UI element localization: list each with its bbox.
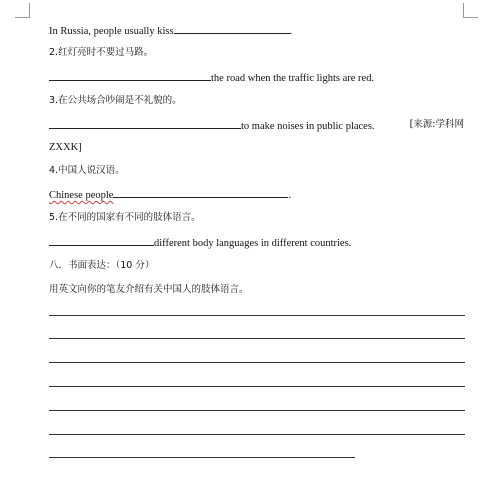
section8-instruction: 用英文向你的笔友介绍有关中国人的肢体语言。 <box>49 284 249 295</box>
writing-line[interactable] <box>49 410 465 411</box>
q2-blank[interactable] <box>49 70 211 81</box>
page-corner-mark-left <box>15 3 30 18</box>
writing-line[interactable] <box>49 338 465 339</box>
writing-line[interactable] <box>49 315 465 316</box>
q1-text-after: . <box>289 26 293 37</box>
section8-heading: 八．书面表达：（10 分） <box>49 260 155 271</box>
q5-blank[interactable] <box>49 235 154 246</box>
q2-prompt: 2.红灯亮时不要过马路。 <box>49 47 154 58</box>
page-corner-mark-right <box>463 3 478 18</box>
q5-answer-line <box>49 235 351 251</box>
q3-prompt: 3.在公共场合吵闹是不礼貌的。 <box>49 95 182 106</box>
q4-answer-line <box>49 187 291 203</box>
q4-prompt: 4.中国人说汉语。 <box>49 165 125 176</box>
q5-prompt: 5.在不同的国家有不同的肢体语言。 <box>49 212 201 223</box>
q1-text-before: In Russia, people usually kiss <box>49 26 174 37</box>
q3-source-mark-cont: ZXXK] <box>49 142 82 153</box>
q4-blank[interactable] <box>113 187 288 198</box>
q5-answer-text: different body languages in different countries. <box>154 238 352 249</box>
q2-answer-text: the road when the traffic lights are red. <box>211 73 375 84</box>
q1-line <box>49 23 292 39</box>
q4-answer-before: Chinese people <box>49 190 114 201</box>
q1-blank[interactable] <box>174 23 290 34</box>
q3-blank[interactable] <box>49 118 241 129</box>
writing-line[interactable] <box>49 457 355 458</box>
q3-answer-line <box>49 118 464 134</box>
writing-line[interactable] <box>49 362 465 363</box>
q3-answer-text: to make noises in public places. <box>241 121 375 132</box>
q3-source-mark: [来源:学科网 <box>409 119 464 130</box>
q2-answer-line <box>49 70 374 86</box>
writing-line[interactable] <box>49 386 465 387</box>
q4-answer-after: . <box>288 190 292 201</box>
writing-line[interactable] <box>49 434 465 435</box>
